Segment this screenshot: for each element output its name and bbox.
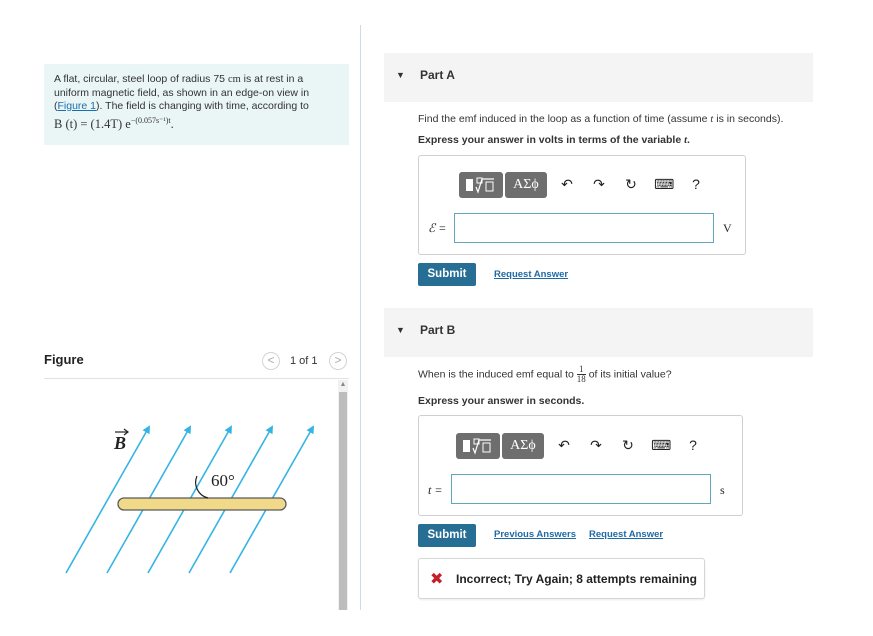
figure-next-button[interactable]: > bbox=[329, 352, 347, 370]
figure-title: Figure bbox=[44, 352, 84, 367]
part-b-answer-input[interactable] bbox=[451, 474, 711, 504]
part-a-request-answer-link[interactable]: Request Answer bbox=[494, 269, 569, 280]
help-icon[interactable]: ? bbox=[692, 176, 700, 192]
problem-text-3: ). The field is changing with time, according to bbox=[96, 100, 309, 112]
problem-text-1: A flat, circular, steel loop of radius 75 bbox=[54, 73, 228, 85]
part-a-question bbox=[418, 113, 783, 125]
problem-text-2: is at rest in a uniform magnetic field, as shown in an edge-on view in ( bbox=[54, 73, 310, 112]
part-a-instruction bbox=[418, 134, 690, 146]
part-a-header[interactable] bbox=[384, 53, 813, 102]
part-b-caret-icon[interactable]: ▼ bbox=[396, 325, 405, 335]
keyboard-icon[interactable]: ⌨ bbox=[651, 437, 672, 453]
part-b-header[interactable] bbox=[384, 308, 813, 357]
field-label: B bbox=[114, 433, 127, 453]
templates-button[interactable] bbox=[456, 433, 500, 459]
part-b-instruction: Express your answer in seconds. bbox=[418, 395, 585, 407]
feedback-text: Incorrect; Try Again; 8 attempts remaining bbox=[456, 572, 697, 586]
part-a-answer-box bbox=[418, 155, 746, 255]
part-a-unit: V bbox=[723, 221, 732, 235]
part-a-title: Part A bbox=[420, 68, 455, 82]
part-a-answer-label: ℰ = bbox=[428, 221, 447, 235]
symbols-button[interactable]: ΑΣϕ bbox=[502, 433, 544, 459]
fraction-denominator: 18 bbox=[576, 374, 586, 384]
templates-icon bbox=[456, 433, 500, 459]
part-b-unit: s bbox=[720, 483, 725, 497]
part-b-answer-label: t = bbox=[428, 483, 443, 497]
part-b-answer-box bbox=[418, 415, 743, 516]
symbols-button[interactable]: ΑΣϕ bbox=[505, 172, 547, 198]
problem-statement bbox=[44, 64, 349, 145]
equation-end: . bbox=[170, 116, 174, 131]
redo-icon[interactable]: ↷ bbox=[593, 176, 605, 192]
fraction-numerator: 1 bbox=[577, 365, 586, 375]
reset-icon[interactable]: ↻ bbox=[625, 176, 637, 192]
fraction bbox=[577, 365, 586, 384]
part-a-instruction-var: t bbox=[684, 135, 688, 146]
part-b-question-text: When is the induced emf equal to bbox=[418, 368, 577, 381]
scroll-up-arrow-icon[interactable]: ▲ bbox=[339, 381, 347, 388]
part-a-instruction-text: Express your answer in volts in terms of the variable bbox=[418, 134, 685, 146]
part-b-request-answer-link[interactable]: Request Answer bbox=[589, 529, 664, 540]
part-b-submit-button[interactable]: Submit bbox=[418, 524, 476, 547]
field-equation bbox=[54, 117, 174, 131]
figure-diagram bbox=[44, 380, 334, 610]
feedback-message bbox=[418, 558, 705, 599]
incorrect-x-icon: ✖ bbox=[430, 571, 444, 588]
figure-scroll-thumb[interactable] bbox=[339, 392, 347, 610]
part-b-question-end: of its initial value? bbox=[588, 368, 672, 381]
undo-icon[interactable]: ↶ bbox=[558, 437, 570, 453]
help-icon[interactable]: ? bbox=[689, 437, 697, 453]
part-b-title: Part B bbox=[420, 323, 456, 337]
redo-icon[interactable]: ↷ bbox=[590, 437, 602, 453]
undo-icon[interactable]: ↶ bbox=[561, 176, 573, 192]
part-a-question-end: is in seconds). bbox=[713, 113, 784, 125]
templates-button[interactable] bbox=[459, 172, 503, 198]
templates-icon bbox=[459, 172, 503, 198]
part-a-caret-icon[interactable]: ▼ bbox=[396, 70, 405, 80]
equation-exponent: −(0.057s⁻¹)t bbox=[130, 115, 171, 125]
part-a-question-var: t bbox=[710, 114, 714, 125]
loop-edge-view bbox=[118, 498, 286, 510]
figure-pager: 1 of 1 bbox=[290, 355, 318, 367]
part-a-question-text: Find the emf induced in the loop as a function of time (assume bbox=[418, 113, 711, 125]
part-b-question bbox=[418, 365, 672, 384]
figure-link[interactable]: Figure 1 bbox=[57, 100, 97, 112]
keyboard-icon[interactable]: ⌨ bbox=[654, 176, 675, 192]
angle-label: 60° bbox=[211, 471, 235, 490]
equation-main: B (t) = (1.4T) e bbox=[54, 116, 131, 131]
column-divider bbox=[360, 25, 361, 610]
part-a-submit-button[interactable]: Submit bbox=[418, 263, 476, 286]
figure-header-rule bbox=[44, 378, 349, 379]
part-a-instruction-end: . bbox=[687, 134, 690, 146]
figure-prev-button[interactable]: < bbox=[262, 352, 280, 370]
part-b-previous-answers-link[interactable]: Previous Answers bbox=[494, 529, 577, 540]
radius-unit: cm bbox=[227, 74, 241, 85]
part-a-answer-input[interactable] bbox=[454, 213, 714, 243]
reset-icon[interactable]: ↻ bbox=[622, 437, 634, 453]
